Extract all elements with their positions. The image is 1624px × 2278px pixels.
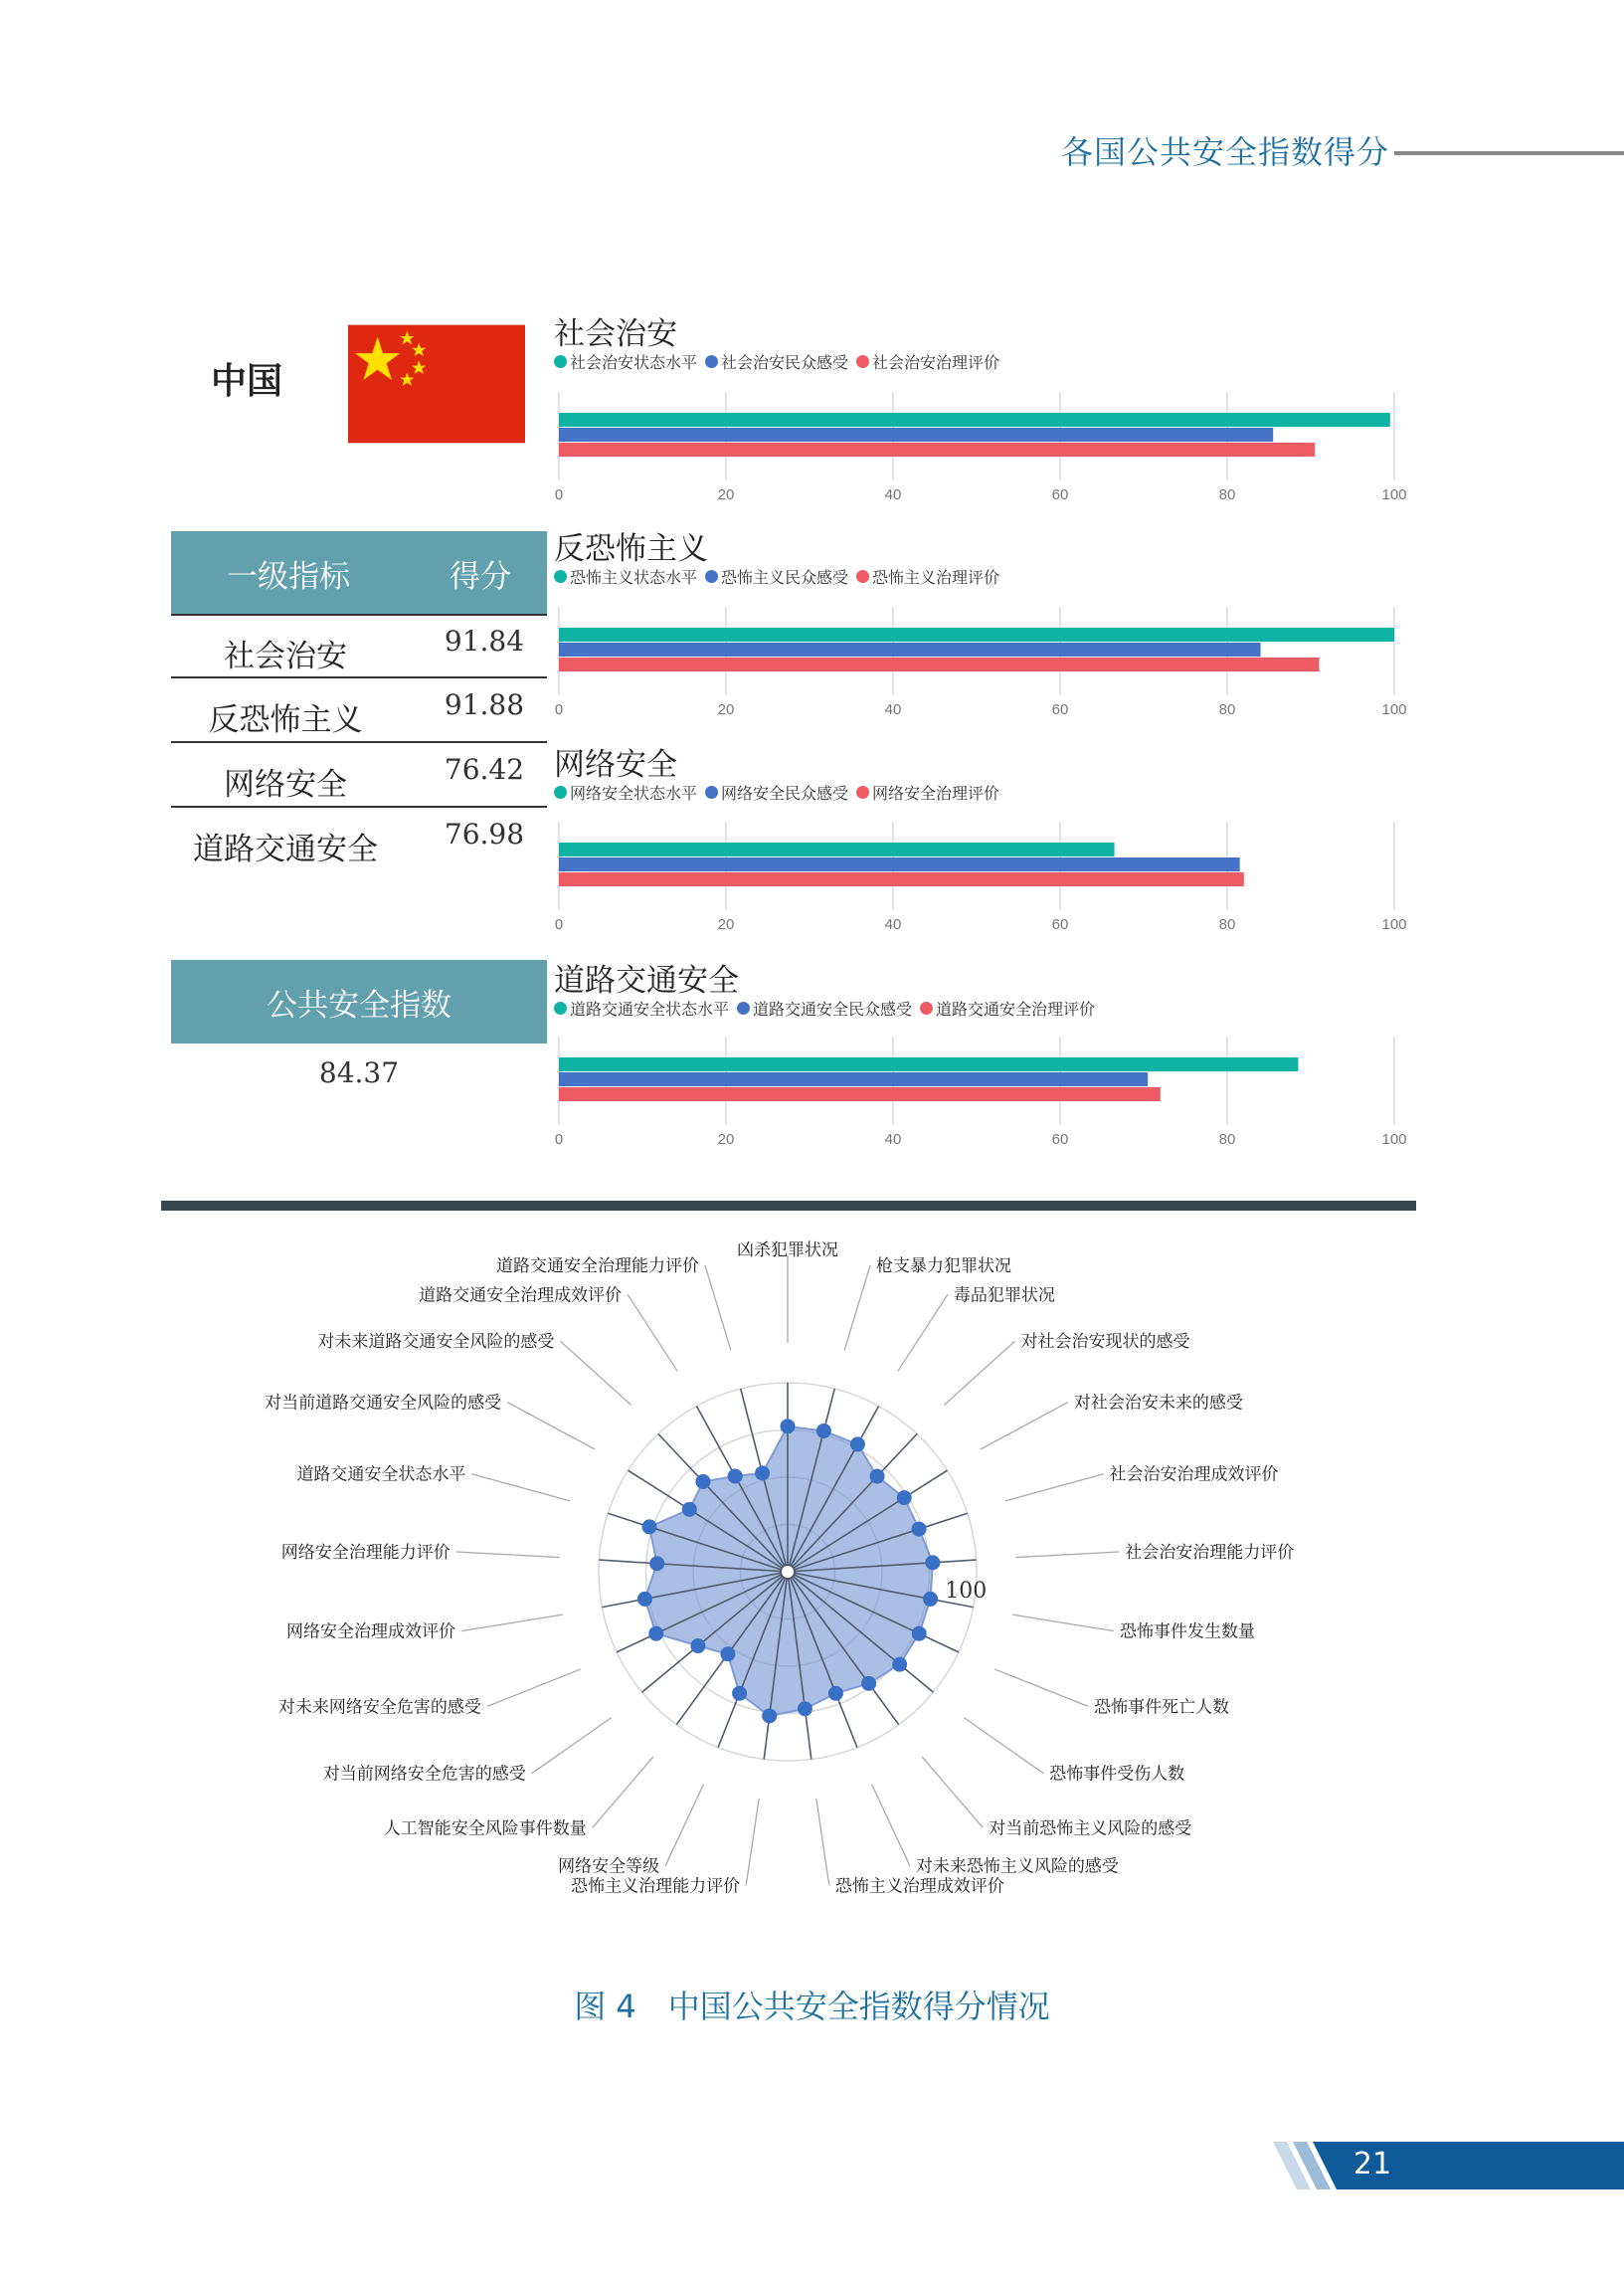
legend-dot-icon	[856, 570, 869, 583]
x-tick-label: 60	[1051, 701, 1069, 718]
bar	[559, 1057, 1298, 1071]
indicator-score: 91.84	[444, 625, 525, 658]
radar-point	[762, 1709, 777, 1724]
table-row	[171, 812, 547, 875]
radar-leader-line	[487, 1669, 581, 1706]
radar-leader-line	[456, 1552, 560, 1558]
radar-leader-line	[746, 1799, 759, 1885]
radar-leader-line	[705, 1265, 731, 1350]
radar-axis-label: 对当前网络安全危害的感受	[322, 1764, 526, 1785]
bar-chart-legend	[554, 781, 1007, 804]
x-tick-label: 100	[1381, 1131, 1407, 1148]
radar-point	[682, 1502, 697, 1517]
radar-axis-label: 道路交通安全治理成效评价	[419, 1285, 623, 1306]
x-tick-label: 100	[1381, 701, 1407, 718]
radar-leader-line	[507, 1403, 595, 1449]
radar-point	[897, 1490, 912, 1505]
radar-point	[732, 1686, 747, 1701]
x-tick-label: 60	[1051, 1131, 1069, 1148]
radar-leader-line	[844, 1265, 870, 1350]
radar-leader-line	[994, 1669, 1088, 1706]
legend-label: 道路交通安全民众感受	[753, 1000, 913, 1019]
table-head-indicator: 一级指标	[227, 559, 350, 595]
bar	[559, 628, 1394, 642]
legend-label: 恐怖主义治理评价	[872, 568, 1000, 587]
bar-chart-3	[547, 1033, 1422, 1152]
bar-chart-legend	[554, 350, 1007, 373]
legend-label: 社会治安状态水平	[570, 353, 698, 372]
bar	[559, 658, 1319, 671]
bar-chart-title: 反恐怖主义	[554, 531, 708, 567]
x-tick-label: 0	[554, 1131, 564, 1148]
x-tick-label: 80	[1218, 916, 1236, 933]
public-safety-index-header	[171, 960, 547, 1044]
bar	[559, 428, 1273, 442]
radar-point	[695, 1474, 710, 1489]
x-tick-label: 20	[717, 701, 735, 718]
radar-leader-line	[922, 1757, 983, 1827]
legend-label: 道路交通安全治理评价	[936, 1000, 1096, 1019]
radar-point	[781, 1419, 796, 1433]
x-tick-label: 60	[1051, 916, 1069, 933]
legend-dot-icon	[554, 355, 567, 368]
bar	[559, 857, 1240, 871]
radar-point	[912, 1626, 927, 1641]
table-row	[171, 619, 547, 682]
radar-axis-label: 恐怖主义治理成效评价	[834, 1876, 1004, 1897]
radar-leader-line	[593, 1757, 653, 1827]
radar-leader-line	[560, 1341, 631, 1405]
x-tick-label: 40	[884, 486, 902, 503]
legend-dot-icon	[705, 355, 718, 368]
radar-leader-line	[964, 1718, 1043, 1774]
china-flag-icon	[348, 324, 525, 444]
radar-leader-line	[1005, 1474, 1104, 1501]
x-tick-label: 0	[554, 486, 564, 503]
radar-axis-label: 对未来道路交通安全风险的感受	[317, 1332, 555, 1353]
radar-axis-label: 枪支暴力犯罪状况	[876, 1255, 1012, 1276]
bar	[559, 643, 1261, 657]
radar-axis-label: 恐怖事件死亡人数	[1094, 1697, 1230, 1718]
radar-point	[923, 1592, 938, 1607]
radar-axis-label: 恐怖事件受伤人数	[1049, 1764, 1185, 1785]
legend-label: 网络安全状态水平	[570, 784, 698, 803]
x-tick-label: 60	[1051, 486, 1069, 503]
x-tick-label: 100	[1381, 486, 1407, 503]
x-tick-label: 20	[717, 916, 735, 933]
bar-chart-2	[547, 818, 1422, 937]
figure-caption: 图 4 中国公共安全指数得分情况	[574, 1988, 1050, 2025]
bar	[559, 1087, 1161, 1101]
x-tick-label: 20	[717, 486, 735, 503]
bar-chart-legend	[554, 565, 1007, 588]
radar-axis-label: 道路交通安全状态水平	[296, 1464, 466, 1485]
country-name: 中国	[211, 361, 283, 402]
public-safety-index-label: 公共安全指数	[267, 988, 451, 1024]
legend-dot-icon	[737, 1002, 750, 1015]
legend-dot-icon	[705, 786, 718, 799]
public-safety-index-value: 84.37	[318, 1056, 400, 1089]
indicator-label: 道路交通安全	[193, 832, 378, 867]
radar-axis-label: 网络安全治理能力评价	[280, 1543, 451, 1564]
radar-point	[648, 1626, 663, 1641]
legend-dot-icon	[554, 570, 567, 583]
radar-point	[641, 1519, 656, 1534]
table-divider	[171, 676, 547, 678]
radar-leader-line	[872, 1785, 910, 1866]
bar-chart-title: 网络安全	[554, 747, 677, 783]
bar-chart-legend	[554, 997, 1103, 1020]
table-divider	[171, 741, 547, 743]
bar-chart-0	[547, 388, 1422, 507]
radar-axis-label: 道路交通安全治理能力评价	[495, 1255, 699, 1276]
x-tick-label: 80	[1218, 701, 1236, 718]
radar-leader-line	[816, 1799, 829, 1885]
table-row	[171, 747, 547, 811]
page-header-title: 各国公共安全指数得分	[1060, 133, 1389, 171]
radar-point	[755, 1465, 770, 1480]
radar-axis-label: 对未来恐怖主义风险的感受	[915, 1856, 1119, 1877]
radar-point	[912, 1522, 927, 1537]
radar-leader-line	[532, 1718, 612, 1774]
x-tick-label: 40	[884, 916, 902, 933]
legend-label: 网络安全治理评价	[872, 784, 1000, 803]
radar-point	[892, 1657, 907, 1672]
score-table-header	[171, 531, 547, 615]
legend-label: 网络安全民众感受	[721, 784, 849, 803]
radar-point	[925, 1555, 940, 1570]
radar-leader-line	[1016, 1552, 1120, 1558]
x-tick-label: 40	[884, 1131, 902, 1148]
radar-axis-label: 网络安全治理成效评价	[286, 1621, 456, 1642]
radar-axis-label: 凶杀犯罪状况	[737, 1240, 838, 1260]
legend-dot-icon	[554, 786, 567, 799]
bar-chart-title: 社会治安	[554, 316, 677, 352]
radar-point	[649, 1556, 664, 1571]
radar-leader-line	[981, 1403, 1068, 1449]
x-tick-label: 40	[884, 701, 902, 718]
radar-point	[850, 1436, 865, 1451]
radar-point	[637, 1592, 652, 1607]
x-tick-label: 80	[1218, 486, 1236, 503]
radar-axis-label: 社会治安治理能力评价	[1125, 1543, 1295, 1564]
radar-point	[798, 1701, 812, 1716]
bar	[559, 413, 1390, 427]
radar-axis-label: 网络安全等级	[558, 1856, 660, 1877]
radar-point	[690, 1638, 705, 1653]
legend-label: 社会治安民众感受	[721, 353, 849, 372]
indicator-label: 网络安全	[224, 767, 347, 803]
bar-chart-1	[547, 603, 1422, 722]
legend-label: 恐怖主义民众感受	[721, 568, 849, 587]
section-separator	[161, 1201, 1416, 1211]
legend-dot-icon	[920, 1002, 933, 1015]
radar-leader-line	[628, 1294, 677, 1371]
radar-chart	[159, 1224, 1353, 1920]
bar	[559, 443, 1315, 457]
indicator-score: 76.42	[444, 753, 525, 786]
legend-dot-icon	[856, 786, 869, 799]
x-tick-label: 0	[554, 916, 564, 933]
radar-leader-line	[1012, 1614, 1114, 1630]
table-row	[171, 682, 547, 746]
radar-point	[861, 1676, 876, 1691]
radar-leader-line	[665, 1785, 703, 1866]
x-tick-label: 80	[1218, 1131, 1236, 1148]
legend-label: 恐怖主义状态水平	[570, 568, 698, 587]
legend-label: 道路交通安全状态水平	[570, 1000, 730, 1019]
indicator-label: 社会治安	[224, 639, 347, 674]
radar-point	[870, 1469, 885, 1484]
x-tick-label: 20	[717, 1131, 735, 1148]
radar-axis-label: 人工智能安全风险事件数量	[383, 1818, 587, 1839]
radar-leader-line	[471, 1474, 570, 1501]
legend-dot-icon	[554, 1002, 567, 1015]
radar-axis-label: 对社会治安现状的感受	[1020, 1332, 1190, 1353]
legend-label: 社会治安治理评价	[872, 353, 1000, 372]
radar-leader-line	[944, 1341, 1014, 1405]
radar-axis-label: 社会治安治理成效评价	[1109, 1464, 1279, 1485]
radar-axis-label: 恐怖事件发生数量	[1119, 1621, 1255, 1642]
bar	[559, 1072, 1148, 1086]
page-number: 21	[1353, 2147, 1392, 2182]
radar-axis-label: 对未来网络安全危害的感受	[277, 1697, 481, 1718]
radar-axis-label: 对社会治安未来的感受	[1073, 1393, 1243, 1414]
radar-point	[828, 1686, 843, 1701]
radar-point	[816, 1424, 831, 1438]
table-divider	[171, 614, 547, 616]
radar-point	[728, 1468, 743, 1483]
header-rule	[1394, 151, 1624, 155]
indicator-score: 76.98	[444, 818, 525, 851]
radar-axis-label: 对当前道路交通安全风险的感受	[265, 1393, 502, 1414]
legend-dot-icon	[705, 570, 718, 583]
x-tick-label: 0	[554, 701, 564, 718]
radar-center	[781, 1565, 795, 1579]
radar-axis-label: 恐怖主义治理能力评价	[571, 1876, 741, 1897]
legend-dot-icon	[856, 355, 869, 368]
radar-axis-label: 毒品犯罪状况	[953, 1285, 1055, 1306]
page-number-bar	[1273, 2142, 1624, 2189]
indicator-score: 91.88	[444, 688, 525, 721]
table-head-score: 得分	[450, 559, 511, 595]
radar-leader-line	[898, 1294, 948, 1371]
radar-leader-line	[461, 1614, 563, 1630]
table-divider	[171, 806, 547, 808]
radar-axis-label: 对当前恐怖主义风险的感受	[989, 1818, 1192, 1839]
radar-point	[720, 1646, 735, 1661]
bar	[559, 872, 1244, 886]
indicator-label: 反恐怖主义	[208, 702, 363, 738]
x-tick-label: 100	[1381, 916, 1407, 933]
bar-chart-title: 道路交通安全	[554, 963, 739, 999]
bar	[559, 843, 1115, 856]
radar-scale-label: 100	[945, 1579, 988, 1604]
